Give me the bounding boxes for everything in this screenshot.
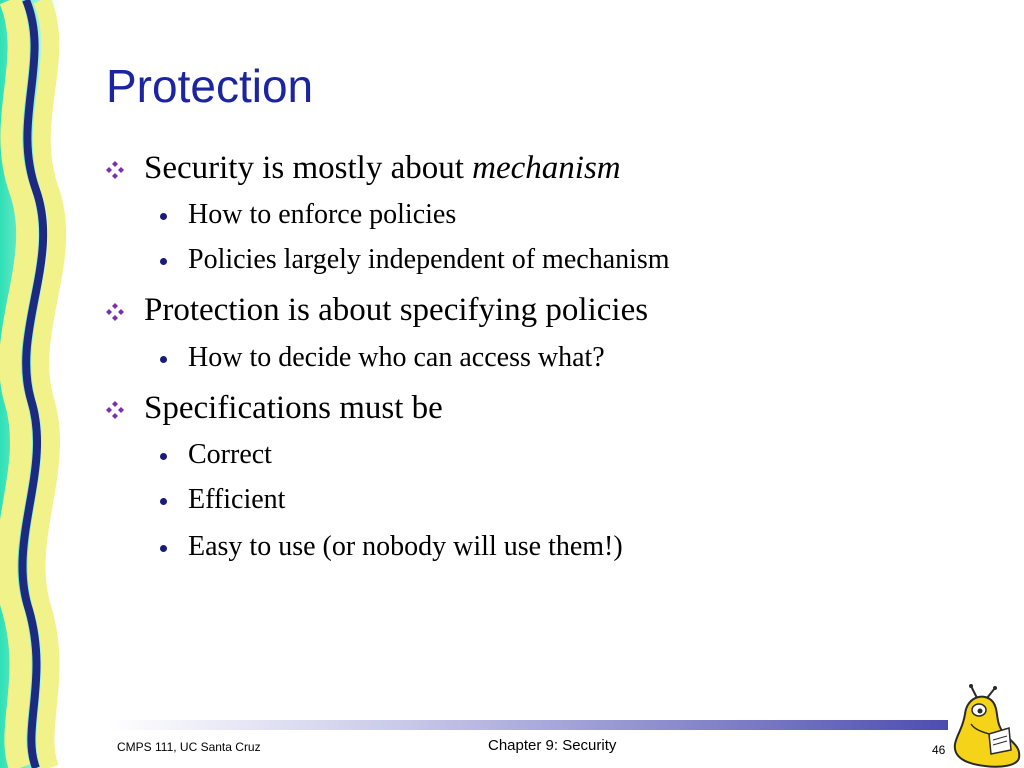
decorative-wave-border	[0, 0, 100, 768]
sub-bullet-text: How to decide who can access what?	[188, 342, 605, 373]
dot-icon	[160, 545, 167, 552]
bullet-text: Protection is about specifying policies	[144, 292, 649, 328]
sub-bullet-text: Policies largely independent of mechanism	[188, 244, 670, 275]
bullet-text: Security is mostly about	[144, 150, 473, 186]
dot-icon	[160, 356, 167, 363]
dot-icon	[160, 498, 167, 505]
diamond-cluster-icon	[106, 161, 124, 179]
sub-bullet-text: Efficient	[188, 484, 286, 515]
dot-icon	[160, 258, 167, 265]
sub-bullet-item	[188, 198, 456, 232]
page-number: 46	[932, 743, 946, 757]
diamond-cluster-icon	[106, 303, 124, 321]
sub-bullet-item	[188, 530, 623, 564]
banana-slug-mascot	[945, 684, 1024, 768]
sub-bullet-text: Easy to use (or nobody will use them!)	[188, 531, 623, 562]
footer-divider	[108, 720, 948, 730]
diamond-cluster-icon	[106, 401, 124, 419]
sub-bullet-item	[188, 243, 670, 277]
bullet-item	[144, 148, 621, 188]
bullet-item	[144, 290, 648, 330]
dot-icon	[160, 453, 167, 460]
bullet-item	[144, 388, 443, 428]
sub-bullet-item	[188, 341, 605, 375]
sub-bullet-item	[188, 483, 285, 517]
sub-bullet-text: How to enforce policies	[188, 199, 457, 230]
slide-title: Protection	[106, 60, 314, 112]
footer-course: CMPS 111, UC Santa Cruz	[117, 740, 261, 754]
sub-bullet-text: Correct	[188, 439, 272, 470]
dot-icon	[160, 213, 167, 220]
bullet-text: Specifications must be	[144, 390, 443, 426]
bullet-emphasis: mechanism	[472, 150, 621, 186]
sub-bullet-item	[188, 438, 272, 472]
footer-chapter: Chapter 9: Security	[488, 737, 617, 754]
